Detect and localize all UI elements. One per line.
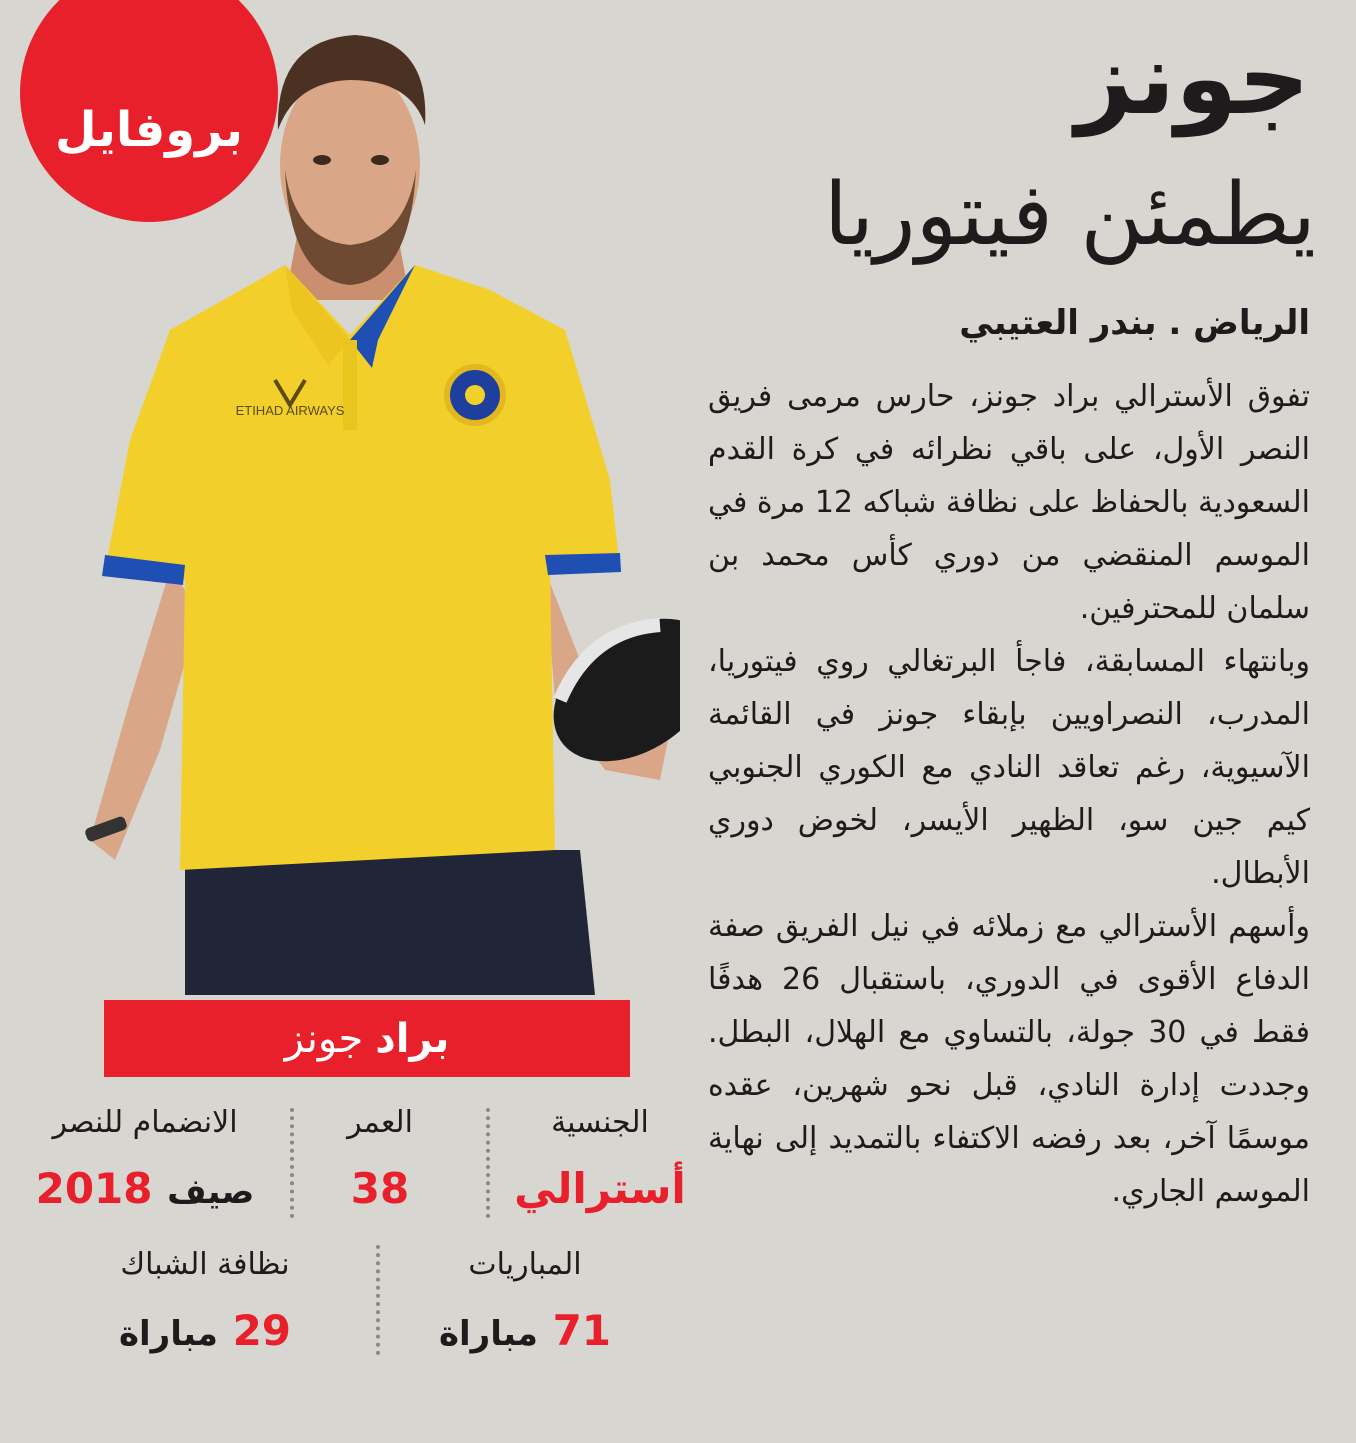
article-subheadline: يطمئن فيتوريا (823, 165, 1316, 265)
stat-unit: مباراة (438, 1314, 538, 1354)
stat-number: 71 (552, 1306, 612, 1355)
player-name-bar (104, 1000, 630, 1077)
stat-value (20, 1161, 270, 1220)
stat-label: الجنسية (551, 1105, 649, 1140)
stat-age (300, 1103, 460, 1217)
stat-divider (290, 1108, 294, 1218)
player-first-name: براد (375, 1015, 450, 1062)
stat-value: 38 (350, 1164, 410, 1213)
article-paragraph: وأسهم الأسترالي مع زملائه في نيل الفريق صفة الدفاع الأقوى في الدوري، باستقبال 26 هدفًا فقط في 30 جولة، بالتساوي مع الهلال، البطل. وجددت إدارة النادي، قبل نحو شهرين، عقده موسمًا آخر، بعد رفضه الاكتفاء بالتمديد إلى نهاية الموسم الجاري. (708, 909, 1310, 1209)
jersey-sponsor-text: ETIHAD AIRWAYS (235, 403, 345, 418)
player-last-name: جونز (284, 1015, 364, 1062)
stat-value: أسترالي (514, 1164, 686, 1213)
article-byline: الرياض . بندر العتيبي (959, 303, 1310, 343)
article-headline: جونز (1075, 20, 1310, 137)
stat-matches (420, 1245, 630, 1362)
player-pants (185, 850, 595, 995)
article-body (708, 370, 1310, 1218)
stat-divider (376, 1245, 380, 1355)
stat-value (90, 1303, 320, 1362)
article-paragraph: تفوق الأسترالي براد جونز، حارس مرمى فريق النصر الأول، على باقي نظرائه في كرة القدم السعودية بالحفاظ على نظافة شباكه 12 مرة في الموسم المنقضي من دوري كأس محمد بن سلمان للمحترفين. (708, 379, 1311, 626)
stat-unit: صيف (167, 1172, 255, 1212)
stat-number: 2018 (35, 1164, 153, 1213)
stat-label: نظافة الشباك (120, 1247, 290, 1282)
player-photo (60, 10, 680, 995)
profile-badge-label: بروفايل (54, 102, 244, 158)
stat-nationality (510, 1103, 690, 1217)
stat-label: العمر (347, 1105, 413, 1140)
stat-unit: مباراة (118, 1314, 218, 1354)
stat-divider (486, 1108, 490, 1218)
stat-value (420, 1303, 630, 1362)
stat-label: المباريات (468, 1247, 582, 1282)
stat-clean-sheets (90, 1245, 320, 1362)
stat-joined (20, 1103, 270, 1220)
stat-label: الانضمام للنصر (52, 1105, 238, 1140)
stat-number: 29 (232, 1306, 292, 1355)
article-paragraph: وبانتهاء المسابقة، فاجأ البرتغالي روي فيتوريا، المدرب، النصراويين بإبقاء جونز في القائمة الآسيوية، رغم تعاقد النادي مع الكوري الجنوبي كيم جين سو، الظهير الأيسر، لخوض دوري الأبطال. (708, 644, 1310, 891)
